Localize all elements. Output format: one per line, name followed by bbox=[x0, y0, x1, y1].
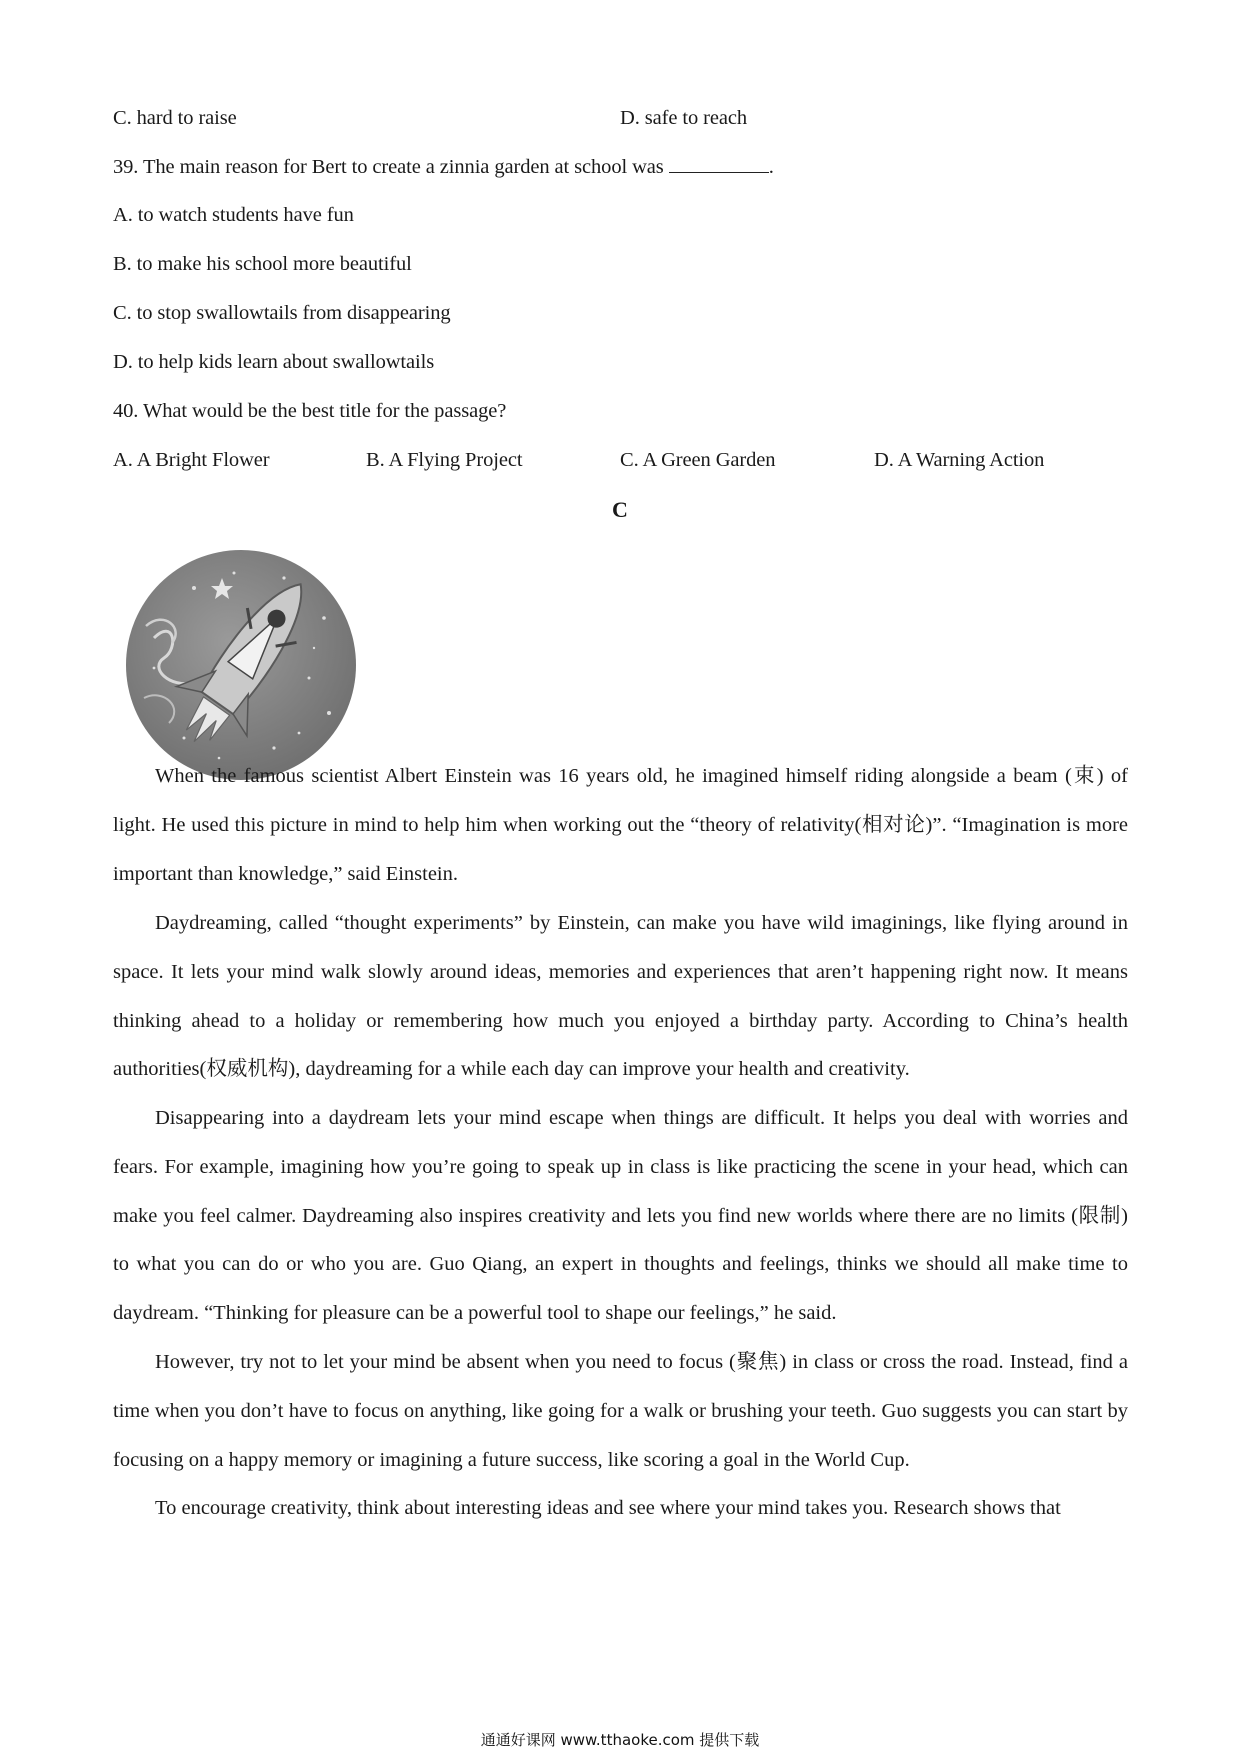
passage-paragraph-5: To encourage creativity, think about interesting ideas and see where your mind takes you. Research shows that bbox=[155, 1497, 1061, 1519]
passage-paragraph-1: When the famous scientist Albert Einstein was 16 years old, he imagined himself riding alongside a beam (束) of light. He used this picture in mind to help him when working out the “theory of relativity(相对论)”. “Imagination is more important than knowledge,” said Einstein. bbox=[113, 765, 1128, 885]
q40-stem: 40. What would be the best title for the passage? bbox=[113, 400, 507, 422]
q40-option-c: C. A Green Garden bbox=[620, 449, 776, 471]
page-footer: 通通好课网 www.tthaoke.com 提供下载 bbox=[480, 1731, 760, 1749]
q40-option-a: A. A Bright Flower bbox=[113, 449, 270, 471]
passage-paragraph-4: However, try not to let your mind be absent when you need to focus (聚焦) in class or cross the road. Instead, find a time when you don’t have to focus on anything, like going for a walk or brushing your teeth. Guo suggests you can start by focusing on a happy memory or imagining a future success, like scoring a goal in the World Cup. bbox=[113, 1351, 1128, 1471]
answer-blank bbox=[669, 156, 769, 173]
passage-paragraph-2: Daydreaming, called “thought experiments” by Einstein, can make you have wild imaginings, like flying around in space. It lets your mind walk slowly around ideas, memories and experiences that aren’t happening right now. It means thinking ahead to a holiday or remembering how much you enjoyed a birthday party. According to China’s health authorities(权威机构), daydreaming for a while each day can improve your health and creativity. bbox=[113, 912, 1128, 1081]
q39-option-c: C. to stop swallowtails from disappearing bbox=[113, 302, 451, 324]
q40-option-b: B. A Flying Project bbox=[366, 449, 523, 471]
q40-option-d: D. A Warning Action bbox=[874, 449, 1045, 471]
q39-option-d: D. to help kids learn about swallowtails bbox=[113, 351, 435, 373]
q39-stem-text: 39. The main reason for Bert to create a zinnia garden at school was bbox=[113, 156, 664, 178]
passage-paragraph-3: Disappearing into a daydream lets your mind escape when things are difficult. It helps you deal with worries and fears. For example, imagining how you’re going to speak up in class is like practicing the scene in your head, which can make you feel calmer. Daydreaming also inspires creativity and lets you find new worlds where there are no limits (限制) to what you can do or who you are. Guo Qiang, an expert in thoughts and feelings, thinks we should all make time to daydream. “Thinking for pleasure can be a powerful tool to shape our feelings,” he said. bbox=[113, 1107, 1128, 1325]
prev-option-c: C. hard to raise bbox=[113, 107, 237, 129]
rocket-girl-circle-icon bbox=[124, 548, 358, 782]
q39-option-a: A. to watch students have fun bbox=[113, 204, 354, 226]
q39-stem-end: . bbox=[768, 156, 774, 178]
prev-option-d: D. safe to reach bbox=[620, 107, 748, 129]
q39-option-b: B. to make his school more beautiful bbox=[113, 253, 412, 275]
q39-stem bbox=[113, 156, 774, 179]
section-heading: C bbox=[612, 497, 628, 522]
